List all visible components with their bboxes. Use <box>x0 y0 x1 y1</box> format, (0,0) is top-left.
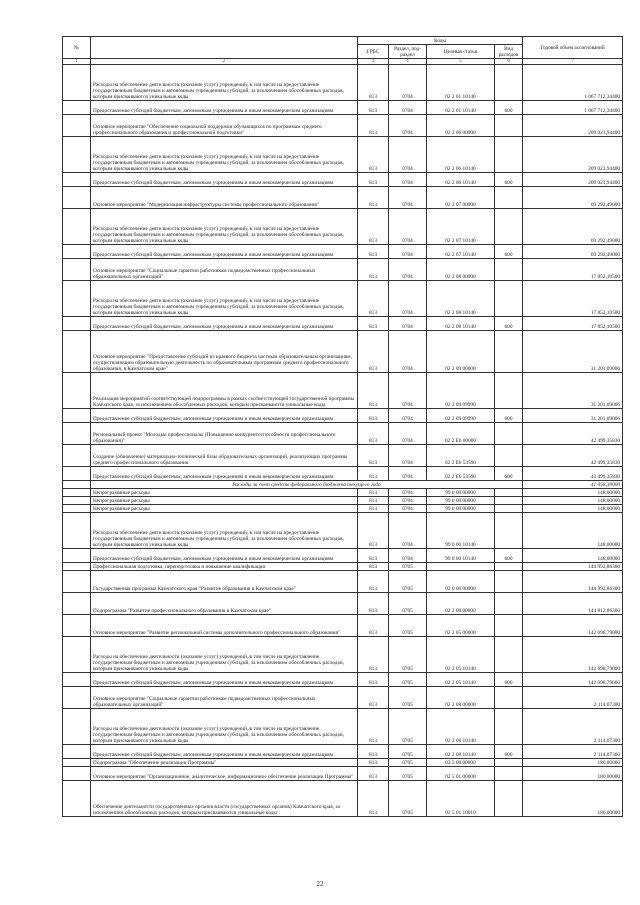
row-name-cell: Основное мероприятие "Предоставление субсидий из краевого бюджета частным образовательным организациям, осуществляющим образовательную деятельность по образовательным программам среднего профессионального образования, в Камчатском крае" <box>91 331 358 373</box>
table-row <box>63 259 623 281</box>
row-grbs-cell: 813 <box>358 759 389 767</box>
row-name-cell: Предоставление субсидий бюджетным, автономным учреждениям и иным некоммерческим организациям <box>91 409 358 423</box>
table-row <box>63 317 623 331</box>
row-number-cell <box>63 673 91 687</box>
row-section-cell: 0704 <box>389 245 427 259</box>
table-body <box>63 65 623 817</box>
row-exptype-cell <box>495 593 523 615</box>
row-number-cell <box>63 781 91 817</box>
row-section-cell: 0704 <box>389 505 427 513</box>
table-row <box>63 505 623 513</box>
row-section-cell: 0705 <box>389 759 427 767</box>
row-amount-cell: 180,00000 <box>523 759 623 767</box>
row-number-cell <box>63 549 91 563</box>
row-grbs-cell: 813 <box>358 187 389 209</box>
row-name-cell: Реализация мероприятий соответствующей подпрограммы в рамках соответствующей государственной программы Камчатского края, за исключением обособленных расходов, которым присваиваются уникальные коды <box>91 373 358 409</box>
row-amount-cell: 17 852,10500 <box>523 317 623 331</box>
row-number-cell <box>63 563 91 571</box>
row-number-cell <box>63 209 91 245</box>
row-name-cell: Расходы на обеспечение деятельности (оказание услуг) учреждений, в том числе на предоставление государственным бюджетным и автономным учреждениям субсидий, за исключением обособленных расходов, которым присваиваются уникальные коды <box>91 709 358 745</box>
row-section-cell: 0704 <box>389 549 427 563</box>
row-number-cell <box>63 489 91 497</box>
row-number-cell <box>63 115 91 137</box>
row-name-cell: Расходы на обеспечение деятельности (оказание услуг) учреждений, в том числе на предоставление государственным бюджетным и автономным учреждениям субсидий, за исключением обособленных расходов, которым присваиваются уникальные коды <box>91 513 358 549</box>
row-exptype-cell <box>495 259 523 281</box>
row-amount-cell: 42 499,35830 <box>523 467 623 481</box>
row-section-cell: 0704 <box>389 423 427 445</box>
row-section-cell: 0704 <box>389 65 427 101</box>
row-grbs-cell: 813 <box>358 781 389 817</box>
row-grbs-cell: 813 <box>358 173 389 187</box>
row-grbs-cell: 813 <box>358 467 389 481</box>
row-section-cell: 0705 <box>389 709 427 745</box>
row-name-cell: Предоставление субсидий бюджетным, автономным учреждениям и иным некоммерческим организациям <box>91 317 358 331</box>
row-number-cell <box>63 709 91 745</box>
page-number: 22 <box>316 880 324 888</box>
row-exptype-cell <box>495 615 523 637</box>
row-target-cell: 02 2 07 10140 <box>427 209 495 245</box>
row-number-cell <box>63 767 91 781</box>
table-row <box>63 115 623 137</box>
row-name-cell: Расходы на обеспечение деятельности (оказание услуг) учреждений, в том числе на предоставление государственным бюджетным и автономным учреждениям субсидий, за исключением обособленных расходов, которым присваиваются уникальные коды <box>91 137 358 173</box>
row-amount-cell: 2 114,07300 <box>523 687 623 709</box>
row-grbs-cell: 813 <box>358 767 389 781</box>
row-grbs-cell: 813 <box>358 489 389 497</box>
row-section-cell: 0704 <box>389 331 427 373</box>
annual-volume-header: Годовой объем ассигнований <box>523 37 623 59</box>
row-number-cell <box>63 187 91 209</box>
table-row <box>63 373 623 409</box>
row-section-cell: 0705 <box>389 593 427 615</box>
row-section-cell: 0704 <box>389 513 427 549</box>
row-section-cell: 0705 <box>389 615 427 637</box>
table-row <box>63 513 623 549</box>
row-grbs-cell: 813 <box>358 137 389 173</box>
row-target-cell: 02 5 01 10010 <box>427 781 495 817</box>
table-row <box>63 331 623 373</box>
row-amount-cell: 144 812,86300 <box>523 593 623 615</box>
row-exptype-cell <box>495 709 523 745</box>
row-amount-cell: 148,00000 <box>523 505 623 513</box>
table-row <box>63 767 623 781</box>
row-number-cell <box>63 505 91 513</box>
row-section-cell: 0705 <box>389 563 427 571</box>
exptype-header: Вид расходов <box>495 45 523 59</box>
row-name-cell: Основное мероприятие "Модернизация инфраструктуры системы профессионального образования" <box>91 187 358 209</box>
row-name-cell: Предоставление субсидий бюджетным, автономным учреждениям и иным некоммерческим организациям <box>91 673 358 687</box>
row-exptype-cell <box>495 513 523 549</box>
table-row <box>63 281 623 317</box>
row-number-cell <box>63 615 91 637</box>
row-section-cell: 0704 <box>389 373 427 409</box>
row-grbs-cell: 813 <box>358 745 389 759</box>
row-exptype-cell: 600 <box>495 409 523 423</box>
row-section-cell: 0704 <box>389 115 427 137</box>
row-target-cell: 02 0 00 00000 <box>427 571 495 593</box>
colnum-4: 4 <box>389 59 427 65</box>
row-amount-cell: 69 292,49000 <box>523 209 623 245</box>
row-grbs-cell: 813 <box>358 505 389 513</box>
row-name-cell: Предоставление субсидий бюджетным, автономным учреждениям и иным некоммерческим организациям <box>91 245 358 259</box>
row-target-cell: 02 2 05 10140 <box>427 673 495 687</box>
row-section-cell: 0705 <box>389 687 427 709</box>
table-row <box>63 445 623 467</box>
table-row <box>63 549 623 563</box>
row-grbs-cell: 813 <box>358 571 389 593</box>
table-row <box>63 245 623 259</box>
table-row <box>63 637 623 673</box>
row-amount-cell: 1 067 712,34400 <box>523 65 623 101</box>
row-number-cell <box>63 65 91 101</box>
row-name-cell: Предоставление субсидий бюджетным, автономным учреждениям и иным некоммерческим организациям <box>91 745 358 759</box>
row-exptype-cell <box>495 137 523 173</box>
table-row <box>63 173 623 187</box>
table-row <box>63 571 623 593</box>
table-row <box>63 673 623 687</box>
target-header: Целевая статья <box>427 45 495 59</box>
row-number-cell <box>63 101 91 115</box>
row-section-cell: 0705 <box>389 745 427 759</box>
row-name-cell: Региональный проект "Молодые профессионалы (Повышение конкурентоспособности профессионального образования)" <box>91 423 358 445</box>
row-exptype-cell: 600 <box>495 467 523 481</box>
row-name-cell: Подпрограмма "Обеспечение реализации Программы" <box>91 759 358 767</box>
row-grbs-cell: 813 <box>358 115 389 137</box>
row-grbs-cell: 813 <box>358 709 389 745</box>
row-number-cell <box>63 687 91 709</box>
row-name-cell: Предоставление субсидий бюджетным, автономным учреждениям и иным некоммерческим организациям <box>91 173 358 187</box>
row-grbs-cell: 813 <box>358 423 389 445</box>
row-grbs-cell: 813 <box>358 409 389 423</box>
row-number-cell <box>63 259 91 281</box>
row-amount-cell: 31 201,09006 <box>523 373 623 409</box>
grbs-header: ГРБС <box>358 45 389 59</box>
row-number-cell <box>63 593 91 615</box>
row-amount-cell: 142 698,79000 <box>523 673 623 687</box>
row-amount-cell: 17 852,10500 <box>523 281 623 317</box>
row-name-cell: Основное мероприятие "Обеспечение социальной поддержки обучающихся по программам среднего профессионального образования и профессиональной подготовки" <box>91 115 358 137</box>
colnum-1: 1 <box>63 59 91 65</box>
row-number-cell <box>63 137 91 173</box>
row-amount-cell: 142 698,79000 <box>523 615 623 637</box>
row-number-cell <box>63 745 91 759</box>
table-row <box>63 593 623 615</box>
row-target-cell: 02 2 E6 53590 <box>427 445 495 467</box>
row-target-cell: 99 0 00 10140 <box>427 513 495 549</box>
row-amount-cell: 41 058,30000 <box>523 481 623 489</box>
row-target-cell: 02 2 08 10140 <box>427 745 495 759</box>
row-number-cell <box>63 513 91 549</box>
row-exptype-cell <box>495 563 523 571</box>
table-header <box>63 37 623 65</box>
row-section-cell: 0704 <box>389 317 427 331</box>
table-row <box>63 709 623 745</box>
row-target-cell: 02 2 00 00000 <box>427 593 495 615</box>
row-target-cell: 02 2 01 10140 <box>427 101 495 115</box>
row-number-cell <box>63 467 91 481</box>
table-row <box>63 467 623 481</box>
row-section-cell: 0704 <box>389 497 427 505</box>
row-number-cell <box>63 281 91 317</box>
row-amount-cell: 42 499,35830 <box>523 445 623 467</box>
row-target-cell: 02 2 07 00000 <box>427 187 495 209</box>
row-grbs-cell: 813 <box>358 245 389 259</box>
row-note-cell: Расходы за счет средств федерального бюджета текущего года <box>91 481 523 489</box>
row-exptype-cell <box>495 331 523 373</box>
row-target-cell: 02 2 08 00000 <box>427 259 495 281</box>
row-exptype-cell <box>495 571 523 593</box>
row-exptype-cell <box>495 637 523 673</box>
row-section-cell: 0705 <box>389 781 427 817</box>
table-row <box>63 781 623 817</box>
row-exptype-cell: 600 <box>495 673 523 687</box>
row-exptype-cell <box>495 687 523 709</box>
colnum-2: 2 <box>91 59 358 65</box>
row-target-cell: 99 0 00 00000 <box>427 489 495 497</box>
row-grbs-cell: 813 <box>358 331 389 373</box>
row-amount-cell: 148,00000 <box>523 549 623 563</box>
row-number-cell <box>63 173 91 187</box>
row-name-cell: Расходы на обеспечение деятельности (оказание услуг) учреждений, в том числе на предоставление государственным бюджетным и автономным учреждениям субсидий, за исключением обособленных расходов, которым присваиваются уникальные коды <box>91 65 358 101</box>
row-exptype-cell: 600 <box>495 549 523 563</box>
row-target-cell: 02 2 08 00000 <box>427 687 495 709</box>
row-name-cell: Расходы на обеспечение деятельности (оказание услуг) учреждений, в том числе на предоставление государственным бюджетным и автономным учреждениям субсидий, за исключением обособленных расходов, которым присваиваются уникальные коды <box>91 637 358 673</box>
row-grbs-cell: 813 <box>358 281 389 317</box>
row-section-cell: 0704 <box>389 489 427 497</box>
row-amount-cell: 2 114,07300 <box>523 709 623 745</box>
row-target-cell: 02 2 08 10140 <box>427 281 495 317</box>
row-amount-cell: 144 992,86300 <box>523 563 623 571</box>
row-exptype-cell <box>495 505 523 513</box>
row-target-cell: 02 2 06 00000 <box>427 115 495 137</box>
row-grbs-cell: 813 <box>358 549 389 563</box>
row-exptype-cell <box>495 445 523 467</box>
row-target-cell <box>427 563 495 571</box>
row-section-cell: 0704 <box>389 281 427 317</box>
row-section-cell: 0704 <box>389 409 427 423</box>
row-exptype-cell: 600 <box>495 745 523 759</box>
row-exptype-cell: 600 <box>495 245 523 259</box>
row-section-cell: 0704 <box>389 259 427 281</box>
row-amount-cell: 148,00000 <box>523 489 623 497</box>
col-num-header: № <box>63 37 91 59</box>
row-target-cell: 02 2 09 00000 <box>427 331 495 373</box>
row-section-cell: 0704 <box>389 445 427 467</box>
row-amount-cell: 42 499,35830 <box>523 423 623 445</box>
row-grbs-cell: 813 <box>358 209 389 245</box>
colnum-6: 6 <box>495 59 523 65</box>
row-exptype-cell <box>495 115 523 137</box>
row-number-cell <box>63 445 91 467</box>
row-name-cell: Создание (обновление) материально-технической базы образовательных организаций, реализующих программы среднего профессионального образования <box>91 445 358 467</box>
row-exptype-cell <box>495 373 523 409</box>
colnum-5: 5 <box>427 59 495 65</box>
row-target-cell: 02 2 06 10140 <box>427 137 495 173</box>
table-row <box>63 759 623 767</box>
row-section-cell: 0704 <box>389 173 427 187</box>
row-name-cell: Непрограммные расходы <box>91 497 358 505</box>
row-section-cell: 0705 <box>389 767 427 781</box>
row-exptype-cell <box>495 489 523 497</box>
row-exptype-cell <box>495 781 523 817</box>
colnum-7: 7 <box>523 59 623 65</box>
row-grbs-cell: 813 <box>358 317 389 331</box>
row-name-cell: Основное мероприятие "Социальные гарантии работникам подведомственных профессиональных образовательных организаций" <box>91 259 358 281</box>
row-section-cell: 0705 <box>389 637 427 673</box>
row-name-cell: Основное мероприятие "Социальные гарантии работникам подведомственных профессиональных образовательных организаций" <box>91 687 358 709</box>
row-name-cell: Непрограммные расходы <box>91 505 358 513</box>
row-grbs-cell: 813 <box>358 65 389 101</box>
table-row <box>63 423 623 445</box>
row-number-cell <box>63 409 91 423</box>
row-amount-cell: 148,00000 <box>523 513 623 549</box>
row-target-cell: 02 2 08 10140 <box>427 317 495 331</box>
table-row <box>63 615 623 637</box>
table-row <box>63 65 623 101</box>
row-target-cell: 02 2 07 10140 <box>427 245 495 259</box>
row-exptype-cell: 600 <box>495 317 523 331</box>
table-row <box>63 137 623 173</box>
row-grbs-cell: 813 <box>358 101 389 115</box>
table-row <box>63 409 623 423</box>
row-exptype-cell <box>495 281 523 317</box>
row-grbs-cell: 813 <box>358 563 389 571</box>
row-exptype-cell <box>495 759 523 767</box>
row-name-cell: Подпрограмма "Развитие профессионального образования в Камчатском крае" <box>91 593 358 615</box>
row-name-cell: Расходы на обеспечение деятельности (оказание услуг) учреждений, в том числе на предоставление государственным бюджетным и автономным учреждениям субсидий, за исключением обособленных расходов, которым присваиваются уникальные коды <box>91 281 358 317</box>
col-name-header <box>91 37 358 59</box>
row-amount-cell: 1 067 712,34400 <box>523 101 623 115</box>
row-target-cell: 02 2 E6 53590 <box>427 467 495 481</box>
row-amount-cell: 31 201,09006 <box>523 409 623 423</box>
row-grbs-cell: 813 <box>358 637 389 673</box>
row-amount-cell: 144 992,86300 <box>523 571 623 593</box>
row-grbs-cell: 813 <box>358 593 389 615</box>
row-grbs-cell: 813 <box>358 673 389 687</box>
row-name-cell: Предоставление субсидий бюджетным, автономным учреждениям и иным некоммерческим организациям <box>91 101 358 115</box>
row-grbs-cell: 813 <box>358 513 389 549</box>
table-row <box>63 563 623 571</box>
table-row <box>63 489 623 497</box>
row-target-cell: 02 2 09 09990 <box>427 373 495 409</box>
row-exptype-cell <box>495 497 523 505</box>
row-exptype-cell <box>495 423 523 445</box>
row-target-cell: 02 2 05 10140 <box>427 637 495 673</box>
row-grbs-cell: 813 <box>358 445 389 467</box>
row-amount-cell: 180,00000 <box>523 767 623 781</box>
row-number-cell <box>63 759 91 767</box>
row-section-cell: 0705 <box>389 673 427 687</box>
row-number-cell <box>63 317 91 331</box>
row-amount-cell: 209 023,94400 <box>523 137 623 173</box>
row-amount-cell: 148,00000 <box>523 497 623 505</box>
row-number-cell <box>63 331 91 373</box>
row-target-cell: 02 5 00 00000 <box>427 759 495 767</box>
table-row <box>63 687 623 709</box>
row-name-cell: Расходы на обеспечение деятельности (оказание услуг) учреждений, в том числе на предоставление государственным бюджетным и автономным учреждениям субсидий, за исключением обособленных расходов, которым присваиваются уникальные коды <box>91 209 358 245</box>
row-name-cell: Непрограммные расходы <box>91 489 358 497</box>
section-header: Раздел, под-раздел <box>389 45 427 59</box>
row-grbs-cell: 813 <box>358 615 389 637</box>
row-exptype-cell: 600 <box>495 173 523 187</box>
row-target-cell: 99 0 00 00000 <box>427 505 495 513</box>
table-row <box>63 481 623 489</box>
row-section-cell: 0704 <box>389 187 427 209</box>
row-exptype-cell: 600 <box>495 101 523 115</box>
row-name-cell: Основное мероприятие "Развитие региональной системы дополнительного профессионального образования" <box>91 615 358 637</box>
row-target-cell: 02 5 01 00000 <box>427 767 495 781</box>
row-exptype-cell <box>495 65 523 101</box>
row-amount-cell: 209 023,94400 <box>523 173 623 187</box>
row-number-cell <box>63 571 91 593</box>
table-row <box>63 187 623 209</box>
row-section-cell: 0704 <box>389 467 427 481</box>
row-section-cell: 0704 <box>389 137 427 173</box>
row-name-cell: Предоставление субсидий бюджетным, автономным учреждениям и иным некоммерческим организациям <box>91 549 358 563</box>
row-amount-cell: 209 023,94400 <box>523 115 623 137</box>
row-amount-cell: 69 292,49000 <box>523 245 623 259</box>
row-name-cell: Основное мероприятие "Организационное, аналитическое, информационное обеспечение реализации Программы" <box>91 767 358 781</box>
row-target-cell: 99 0 00 10140 <box>427 549 495 563</box>
row-exptype-cell <box>495 767 523 781</box>
row-amount-cell: 17 852,10500 <box>523 259 623 281</box>
row-grbs-cell: 813 <box>358 259 389 281</box>
row-number-cell <box>63 245 91 259</box>
row-exptype-cell <box>495 187 523 209</box>
row-name-cell: Обеспечение деятельности государственных органов власти (государственных органов) Камчатского края, за исключением обособленных расходов, которым присваиваются уникальные коды <box>91 781 358 817</box>
row-section-cell: 0705 <box>389 571 427 593</box>
row-grbs-cell: 813 <box>358 497 389 505</box>
table-row <box>63 497 623 505</box>
row-grbs-cell: 813 <box>358 687 389 709</box>
row-target-cell: 02 2 08 10140 <box>427 709 495 745</box>
row-exptype-cell <box>495 209 523 245</box>
row-target-cell: 02 2 06 10140 <box>427 173 495 187</box>
table-row <box>63 101 623 115</box>
row-name-cell: Государственная программа Камчатского края "Развитие образования в Камчатском крае" <box>91 571 358 593</box>
row-amount-cell: 180,00000 <box>523 781 623 817</box>
row-section-cell: 0704 <box>389 101 427 115</box>
row-target-cell: 02 2 05 00000 <box>427 615 495 637</box>
row-section-cell: 0704 <box>389 209 427 245</box>
row-target-cell: 02 2 E6 00000 <box>427 423 495 445</box>
row-grbs-cell: 813 <box>358 373 389 409</box>
codes-header: Коды <box>358 37 523 45</box>
row-name-cell: Предоставление субсидий бюджетным, автономным учреждениям и иным некоммерческим организациям <box>91 467 358 481</box>
table-row <box>63 209 623 245</box>
row-number-cell <box>63 497 91 505</box>
colnum-3: 3 <box>358 59 389 65</box>
row-target-cell: 99 0 00 00000 <box>427 497 495 505</box>
row-number-cell <box>63 481 91 489</box>
row-amount-cell: 2 114,07300 <box>523 745 623 759</box>
row-amount-cell: 142 698,79000 <box>523 637 623 673</box>
row-number-cell <box>63 423 91 445</box>
row-amount-cell: 69 292,49000 <box>523 187 623 209</box>
row-target-cell: 02 2 09 09990 <box>427 409 495 423</box>
row-amount-cell: 31 201,09006 <box>523 331 623 373</box>
table-row <box>63 745 623 759</box>
budget-table <box>62 36 623 817</box>
row-number-cell <box>63 637 91 673</box>
row-target-cell: 02 2 01 10140 <box>427 65 495 101</box>
row-number-cell <box>63 373 91 409</box>
row-name-cell: Профессиональная подготовка, переподготовка и повышение квалификации <box>91 563 358 571</box>
